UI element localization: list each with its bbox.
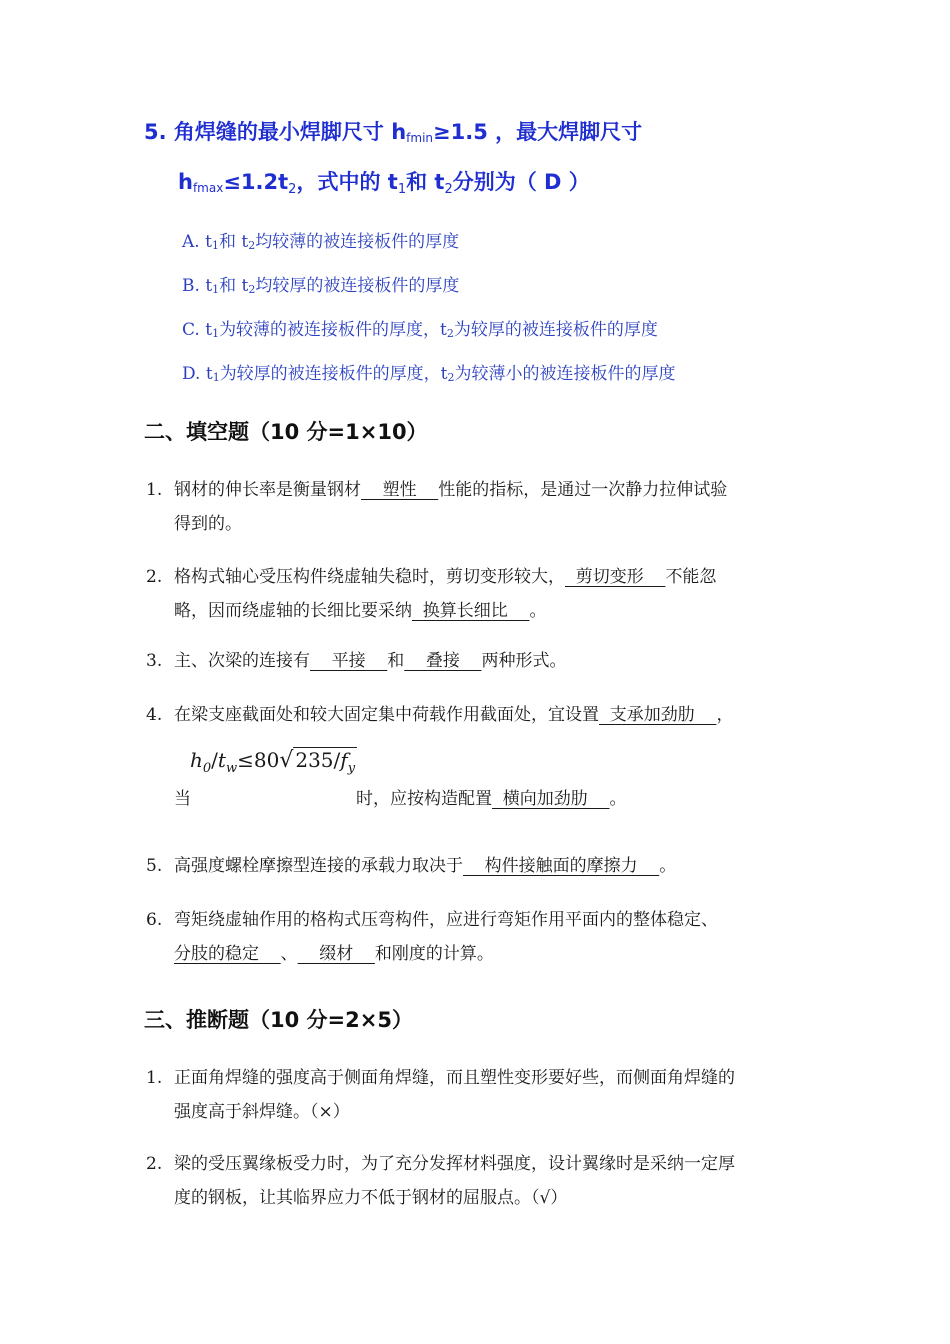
fill-item-2: 2. 格构式轴心受压构件绕虚轴失稳时，剪切变形较大， 剪切变形 不能忽 略，因而绕虚轴的长细比要采纳 换算长细比 。 (146, 567, 717, 621)
fill-item-1: 1. 钢材的伸长率是衡量钢材 塑性 性能的指标，是通过一次静力拉伸试验 得到的。 (146, 480, 728, 534)
question-5-line-1: 5. 角焊缝的最小焊脚尺寸 $h_{fmin}\ge 1.5$ ，最大焊脚尺寸 (144, 120, 643, 145)
blank-answer: 支承加劲肋 (599, 705, 717, 725)
fill-item-4: 4. 在梁支座截面处和较大固定集中荷载作用截面处，宜设置 支承加劲肋 ， 当 时，应按构造配置 横向加劲肋 。 (146, 705, 734, 809)
blank-answer: 叠接 (404, 651, 482, 671)
fill-item-6: 6. 弯矩绕虚轴作用的格构式压弯构件，应进行弯矩作用平面内的整体稳定、 分肢的稳定 、 缀材 和刚度的计算。 (146, 910, 718, 964)
section-2-title: 二、填空题（10 分=1×10） (144, 420, 428, 444)
blank-answer: 分肢的稳定 (174, 944, 281, 964)
fill-item-5: 5. 高强度螺栓摩擦型连接的承载力取决于 构件接触面的摩擦力 。 (146, 856, 677, 876)
judge-item-1: 1. 正面角焊缝的强度高于侧面角焊缝，而且塑性变形要好些，而侧面角焊缝的 强度高于斜焊缝。（×） (146, 1068, 735, 1122)
option-d: D. t1为较厚的被连接板件的厚度，t2为较薄小的被连接板件的厚度 (182, 364, 676, 384)
blank-answer: 换算长细比 (412, 601, 530, 621)
blank-answer: 平接 (310, 651, 388, 671)
option-b: B. t1和 t2均较厚的被连接板件的厚度 (182, 276, 460, 296)
blank-answer: 塑性 (361, 480, 439, 500)
question-5-line-2: $h_{fmax}\le 1.2t2$，式中的 t1和 t2分别为（ D ） (178, 170, 590, 197)
blank-answer: 剪切变形 (565, 567, 666, 587)
blank-answer: 横向加劲肋 (492, 789, 610, 809)
option-c: C. t1为较薄的被连接板件的厚度，t2为较厚的被连接板件的厚度 (182, 320, 658, 340)
fill-item-3: 3. 主、次梁的连接有 平接 和 叠接 两种形式。 (146, 651, 567, 671)
radical-sign: √ (279, 748, 294, 773)
blank-answer: 构件接触面的摩擦力 (463, 856, 660, 876)
option-a: A. t1和 t2均较薄的被连接板件的厚度 (182, 232, 460, 252)
section-3-title: 三、推断题（10 分=2×5） (144, 1008, 413, 1032)
blank-answer: 缀材 (297, 944, 375, 964)
stiffener-formula: $h_0/t_w\le 80√$ $235/f_y$ (190, 748, 356, 776)
radicand: $235/f_y$ (295, 748, 356, 776)
judge-item-2: 2. 梁的受压翼缘板受力时，为了充分发挥材料强度，设计翼缘时是采纳一定厚 度的钢板，让其临界应力不低于钢材的屈服点。（√） (146, 1154, 735, 1208)
